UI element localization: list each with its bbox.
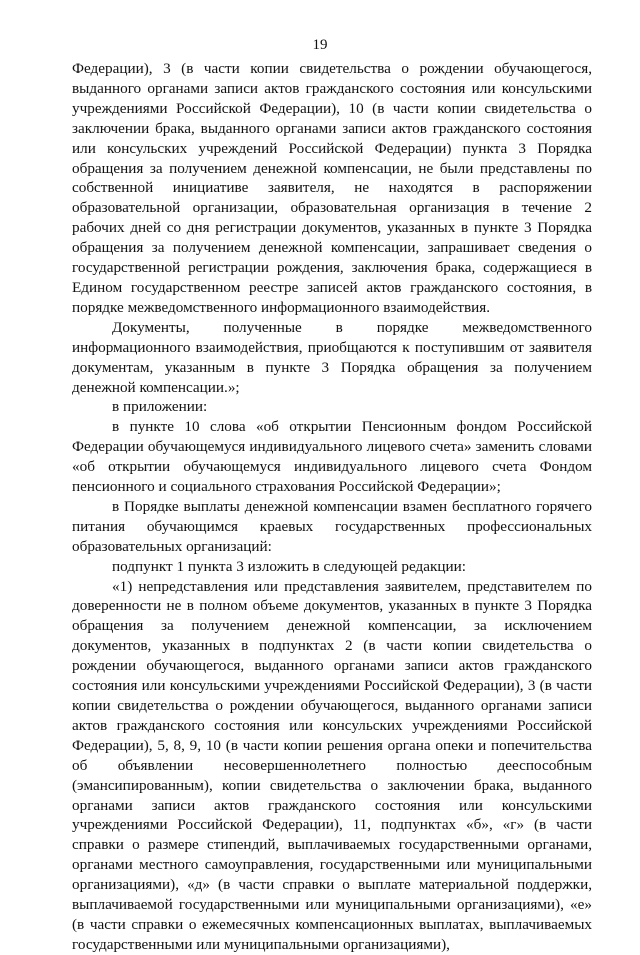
paragraph-subpoint-1-intro: подпункт 1 пункта 3 изложить в следующей редакции: — [112, 557, 466, 575]
paragraph-payment-procedure: в Порядке выплаты денежной компенсации взамен бесплатного горячего питания обучающимся краевых государственных профессиональных образовательных организаций: — [72, 497, 592, 555]
paragraph-documents-received: Документы, полученные в порядке межведомственного информационного взаимодействия, приобщаются к поступившим от заявителя документам, указанным в пункте 3 Порядка обращения за получением денежной компенсации.»; — [72, 318, 592, 396]
page-number: 19 — [312, 37, 328, 53]
paragraph-in-appendix: в приложении: — [112, 398, 208, 416]
paragraph-continuation: Федерации), 3 (в части копии свидетельства о рождении обучающегося, выданного органами записи актов гражданского состояния или консульскими учреждениями Российской Федерации), 10 (в части копии свидетельства о заключении брака, выданного органами записи актов гражданского состояния или консульских учреждений Российской Федерации) пункта 3 Порядка обращения за получением денежной компенсации, не были представлены по собственной инициативе заявителя, не находятся в распоряжении образовательной организации, образовательная организация в течение 2 рабочих дней со дня регистрации документов, указанных в пункте 3 Порядка обращения за получением денежной компенсации, запрашивает сведения о государственной регистрации рождения, заключения брака, содержащиеся в Едином государственном реестре записей актов гражданского состояния, в порядке межведомственного информационного взаимодействия. — [72, 60, 592, 316]
paragraph-subpoint-1-text: «1) непредставления или представления заявителем, представителем по доверенности не в полном объеме документов, указанных в пункте 3 Порядка обращения за получением денежной компенсации, за исключением документов, указанных в подпунктах 2 (в части копии свидетельства о рождении обучающегося, выданного органами записи актов гражданского состояния или консульскими учреждениями Российской Федерации), 3 (в части копии свидетельства о рождении обучающегося, выданного органами записи актов гражданского состояния или консульских учреждениями Российской Федерации), 5, 8, 9, 10 (в части копии решения органа опеки и попечительства об объявлении несовершеннолетнего полностью дееспособным (эмансипированным), копии свидетельства о заключении брака, выданного органами записи актов гражданского состояния или консульскими учреждениями Российской Федерации), 11, подпунктах «б», «г» (в части справки о размере стипендий, выплачиваемых государственными органами, органами местного самоуправления, государственными или муниципальными организациями), «д» (в части справки о выплате материальной поддержки, выплачиваемой государственными или муниципальными организациями), «е» (в части справки о ежемесячных компенсационных выплатах, выплачиваемых государственными или муниципальными организациями), — [72, 577, 592, 953]
paragraph-point-10-amendment: в пункте 10 слова «об открытии Пенсионным фондом Российской Федерации обучающемуся индивидуального лицевого счета» заменить словами «об открытии обучающемуся индивидуального лицевого счета Фондом пенсионного и социального страхования Российской Федерации»; — [72, 418, 592, 496]
document-body — [72, 59, 592, 955]
